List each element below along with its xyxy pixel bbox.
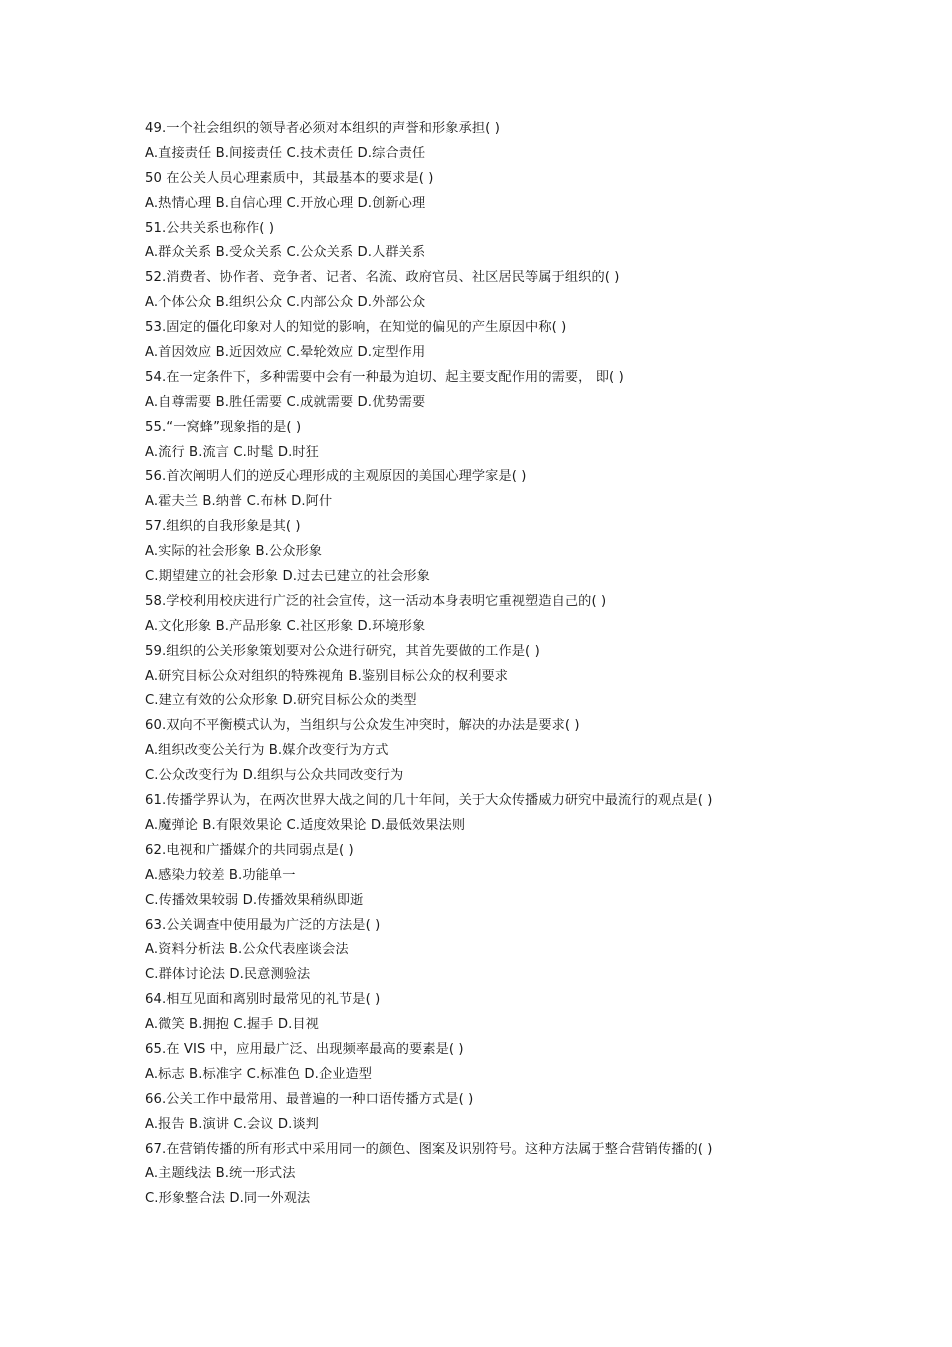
options-57-ab: A.实际的社会形象 B.公众形象	[145, 544, 323, 560]
options-60-ab: A.组织改变公关行为 B.媒介改变行为方式	[145, 743, 389, 759]
question-57: 57.组织的自我形象是其( )	[145, 519, 301, 535]
question-67: 67.在营销传播的所有形式中采用同一的颜色、图案及识别符号。这种方法属于整合营销传播的( )	[145, 1141, 713, 1157]
question-66: 66.公关工作中最常用、最普遍的一种口语传播方式是( )	[145, 1091, 474, 1107]
question-52: 52.消费者、协作者、竞争者、记者、名流、政府官员、社区居民等属于组织的( )	[145, 270, 620, 286]
options-63-cd: C.群体讨论法 D.民意测验法	[145, 967, 311, 983]
question-65: 65.在 VIS 中，应用最广泛、出现频率最高的要素是( )	[145, 1041, 464, 1057]
options-50: A.热情心理 B.自信心理 C.开放心理 D.创新心理	[145, 195, 426, 211]
question-51: 51.公共关系也称作( )	[145, 220, 275, 236]
options-61: A.魔弹论 B.有限效果论 C.适度效果论 D.最低效果法则	[145, 817, 466, 833]
question-60: 60.双向不平衡模式认为，当组织与公众发生冲突时，解决的办法是要求( )	[145, 718, 580, 734]
question-55: 55.“一窝蜂”现象指的是( )	[145, 419, 302, 435]
options-64: A.微笑 B.拥抱 C.握手 D.目视	[145, 1017, 319, 1033]
options-58: A.文化形象 B.产品形象 C.社区形象 D.环境形象	[145, 618, 426, 634]
options-63-ab: A.资料分析法 B.公众代表座谈会法	[145, 942, 349, 958]
options-59-cd: C.建立有效的公众形象 D.研究目标公众的类型	[145, 693, 417, 709]
question-49: 49.一个社会组织的领导者必须对本组织的声誉和形象承担( )	[145, 121, 500, 136]
options-62-cd: C.传播效果较弱 D.传播效果稍纵即逝	[145, 892, 364, 908]
question-54: 54.在一定条件下，多种需要中会有一种最为迫切、起主要支配作用的需要， 即( )	[145, 369, 624, 385]
options-51: A.群众关系 B.受众关系 C.公众关系 D.人群关系	[145, 245, 426, 261]
question-53: 53.固定的僵化印象对人的知觉的影响，在知觉的偏见的产生原因中称( )	[145, 320, 567, 336]
options-59-ab: A.研究目标公众对组织的特殊视角 B.鉴别目标公众的权利要求	[145, 668, 509, 684]
question-62: 62.电视和广播媒介的共同弱点是( )	[145, 842, 354, 858]
options-57-cd: C.期望建立的社会形象 D.过去已建立的社会形象	[145, 569, 430, 585]
options-55: A.流行 B.流言 C.时髦 D.时狂	[145, 444, 319, 460]
document-body	[145, 117, 925, 1212]
options-53: A.首因效应 B.近因效应 C.晕轮效应 D.定型作用	[145, 345, 426, 361]
options-56: A.霍夫兰 B.纳普 C.布林 D.阿什	[145, 494, 333, 510]
options-49: A.直接责任 B.间接责任 C.技术责任 D.综合责任	[145, 145, 426, 161]
options-67-ab: A.主题线法 B.统一形式法	[145, 1166, 296, 1182]
options-66: A.报告 B.演讲 C.会议 D.谈判	[145, 1116, 319, 1132]
question-50: 50 在公关人员心理素质中，其最基本的要求是( )	[145, 170, 434, 186]
options-52: A.个体公众 B.组织公众 C.内部公众 D.外部公众	[145, 295, 426, 311]
question-64: 64.相互见面和离别时最常见的礼节是( )	[145, 992, 381, 1008]
options-62-ab: A.感染力较差 B.功能单一	[145, 867, 296, 883]
options-67-cd: C.形象整合法 D.同一外观法	[145, 1191, 311, 1207]
question-59: 59.组织的公关形象策划要对公众进行研究，其首先要做的工作是( )	[145, 643, 540, 659]
question-63: 63.公关调查中使用最为广泛的方法是( )	[145, 917, 381, 933]
options-60-cd: C.公众改变行为 D.组织与公众共同改变行为	[145, 768, 404, 784]
question-56: 56.首次阐明人们的逆反心理形成的主观原因的美国心理学家是( )	[145, 469, 527, 485]
question-58: 58.学校利用校庆进行广泛的社会宣传，这一活动本身表明它重视塑造自己的( )	[145, 593, 607, 609]
question-61: 61.传播学界认为，在两次世界大战之间的几十年间，关于大众传播威力研究中最流行的观点是( )	[145, 793, 713, 809]
options-54: A.自尊需要 B.胜任需要 C.成就需要 D.优势需要	[145, 394, 426, 410]
options-65: A.标志 B.标准字 C.标准色 D.企业造型	[145, 1066, 373, 1082]
